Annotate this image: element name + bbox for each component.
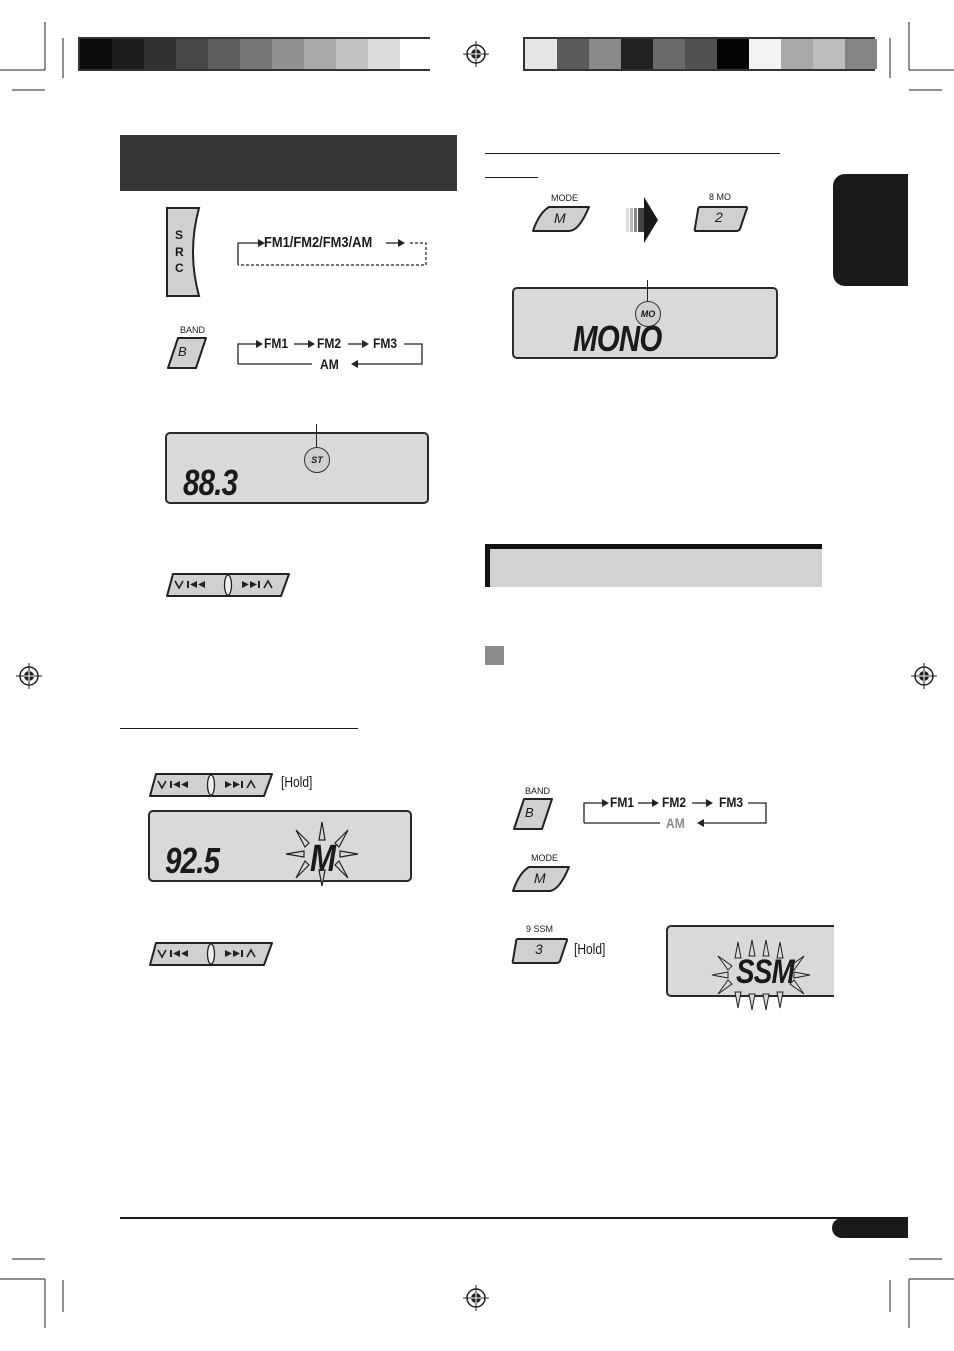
bullet-square — [485, 646, 504, 665]
section-rule-right — [485, 153, 780, 154]
seek-button-icon[interactable] — [146, 940, 276, 968]
hold-label: [Hold] — [281, 774, 313, 791]
mode-label: MODE — [531, 853, 558, 863]
band-flow-fm2: FM2 — [317, 335, 342, 351]
mode-key-letter: M — [554, 210, 566, 226]
band-flow-fm1: FM1 — [264, 335, 289, 351]
frequency-readout: 92.5 — [165, 840, 220, 881]
band-flow-fm3: FM3 — [719, 794, 744, 810]
band-button-icon[interactable] — [164, 336, 210, 370]
band-flow-fm1: FM1 — [610, 794, 635, 810]
band-label: BAND — [525, 786, 551, 796]
language-tab — [833, 174, 908, 286]
src-flow-label: FM1/FM2/FM3/AM — [264, 234, 373, 251]
band-flow-am: AM — [320, 356, 339, 372]
band-label: BAND — [180, 325, 206, 335]
registration-mark-icon — [463, 1285, 489, 1311]
footer-rule — [120, 1217, 908, 1219]
ssm-key-number: 3 — [535, 941, 543, 957]
mono-text: MONO — [573, 318, 662, 359]
band-flow-fm3: FM3 — [373, 335, 398, 351]
band-flow-am: AM — [666, 815, 685, 831]
band-key-letter: B — [178, 344, 187, 359]
section-header-bar-light — [485, 544, 822, 587]
display-clip — [834, 920, 874, 1000]
section-rule-right-short — [485, 177, 538, 178]
src-letter-c: C — [175, 261, 184, 275]
frequency-readout: 88.3 — [183, 462, 238, 503]
ssm-text: SSM — [736, 953, 794, 991]
callout-line — [647, 280, 648, 302]
preset-key-number: 2 — [715, 209, 723, 225]
registration-mark-icon — [463, 41, 489, 67]
ssm-label: 9 SSM — [526, 924, 554, 934]
band-key-letter: B — [525, 805, 534, 820]
src-letter-r: R — [175, 245, 184, 259]
src-letter-s: S — [175, 228, 184, 242]
mode-label: MODE — [551, 193, 578, 203]
mono-indicator: MO — [635, 301, 661, 327]
preset-label: 8 MO — [709, 192, 732, 202]
section-header-bar — [120, 135, 457, 191]
mode-key-letter: M — [534, 870, 546, 886]
band-flow-fm2: FM2 — [662, 794, 687, 810]
page-number-tab — [832, 1218, 908, 1238]
seek-button-icon[interactable] — [163, 571, 293, 599]
callout-line — [316, 424, 317, 448]
registration-mark-icon — [911, 663, 937, 689]
src-button-icon[interactable] — [163, 205, 205, 299]
arrow-right-icon — [624, 195, 660, 245]
section-rule-left — [120, 728, 358, 729]
hold-label: [Hold] — [574, 941, 606, 958]
stereo-indicator: ST — [304, 447, 330, 473]
seek-button-icon[interactable] — [146, 771, 276, 799]
registration-mark-icon — [16, 663, 42, 689]
manual-mode-indicator: M — [310, 838, 336, 880]
